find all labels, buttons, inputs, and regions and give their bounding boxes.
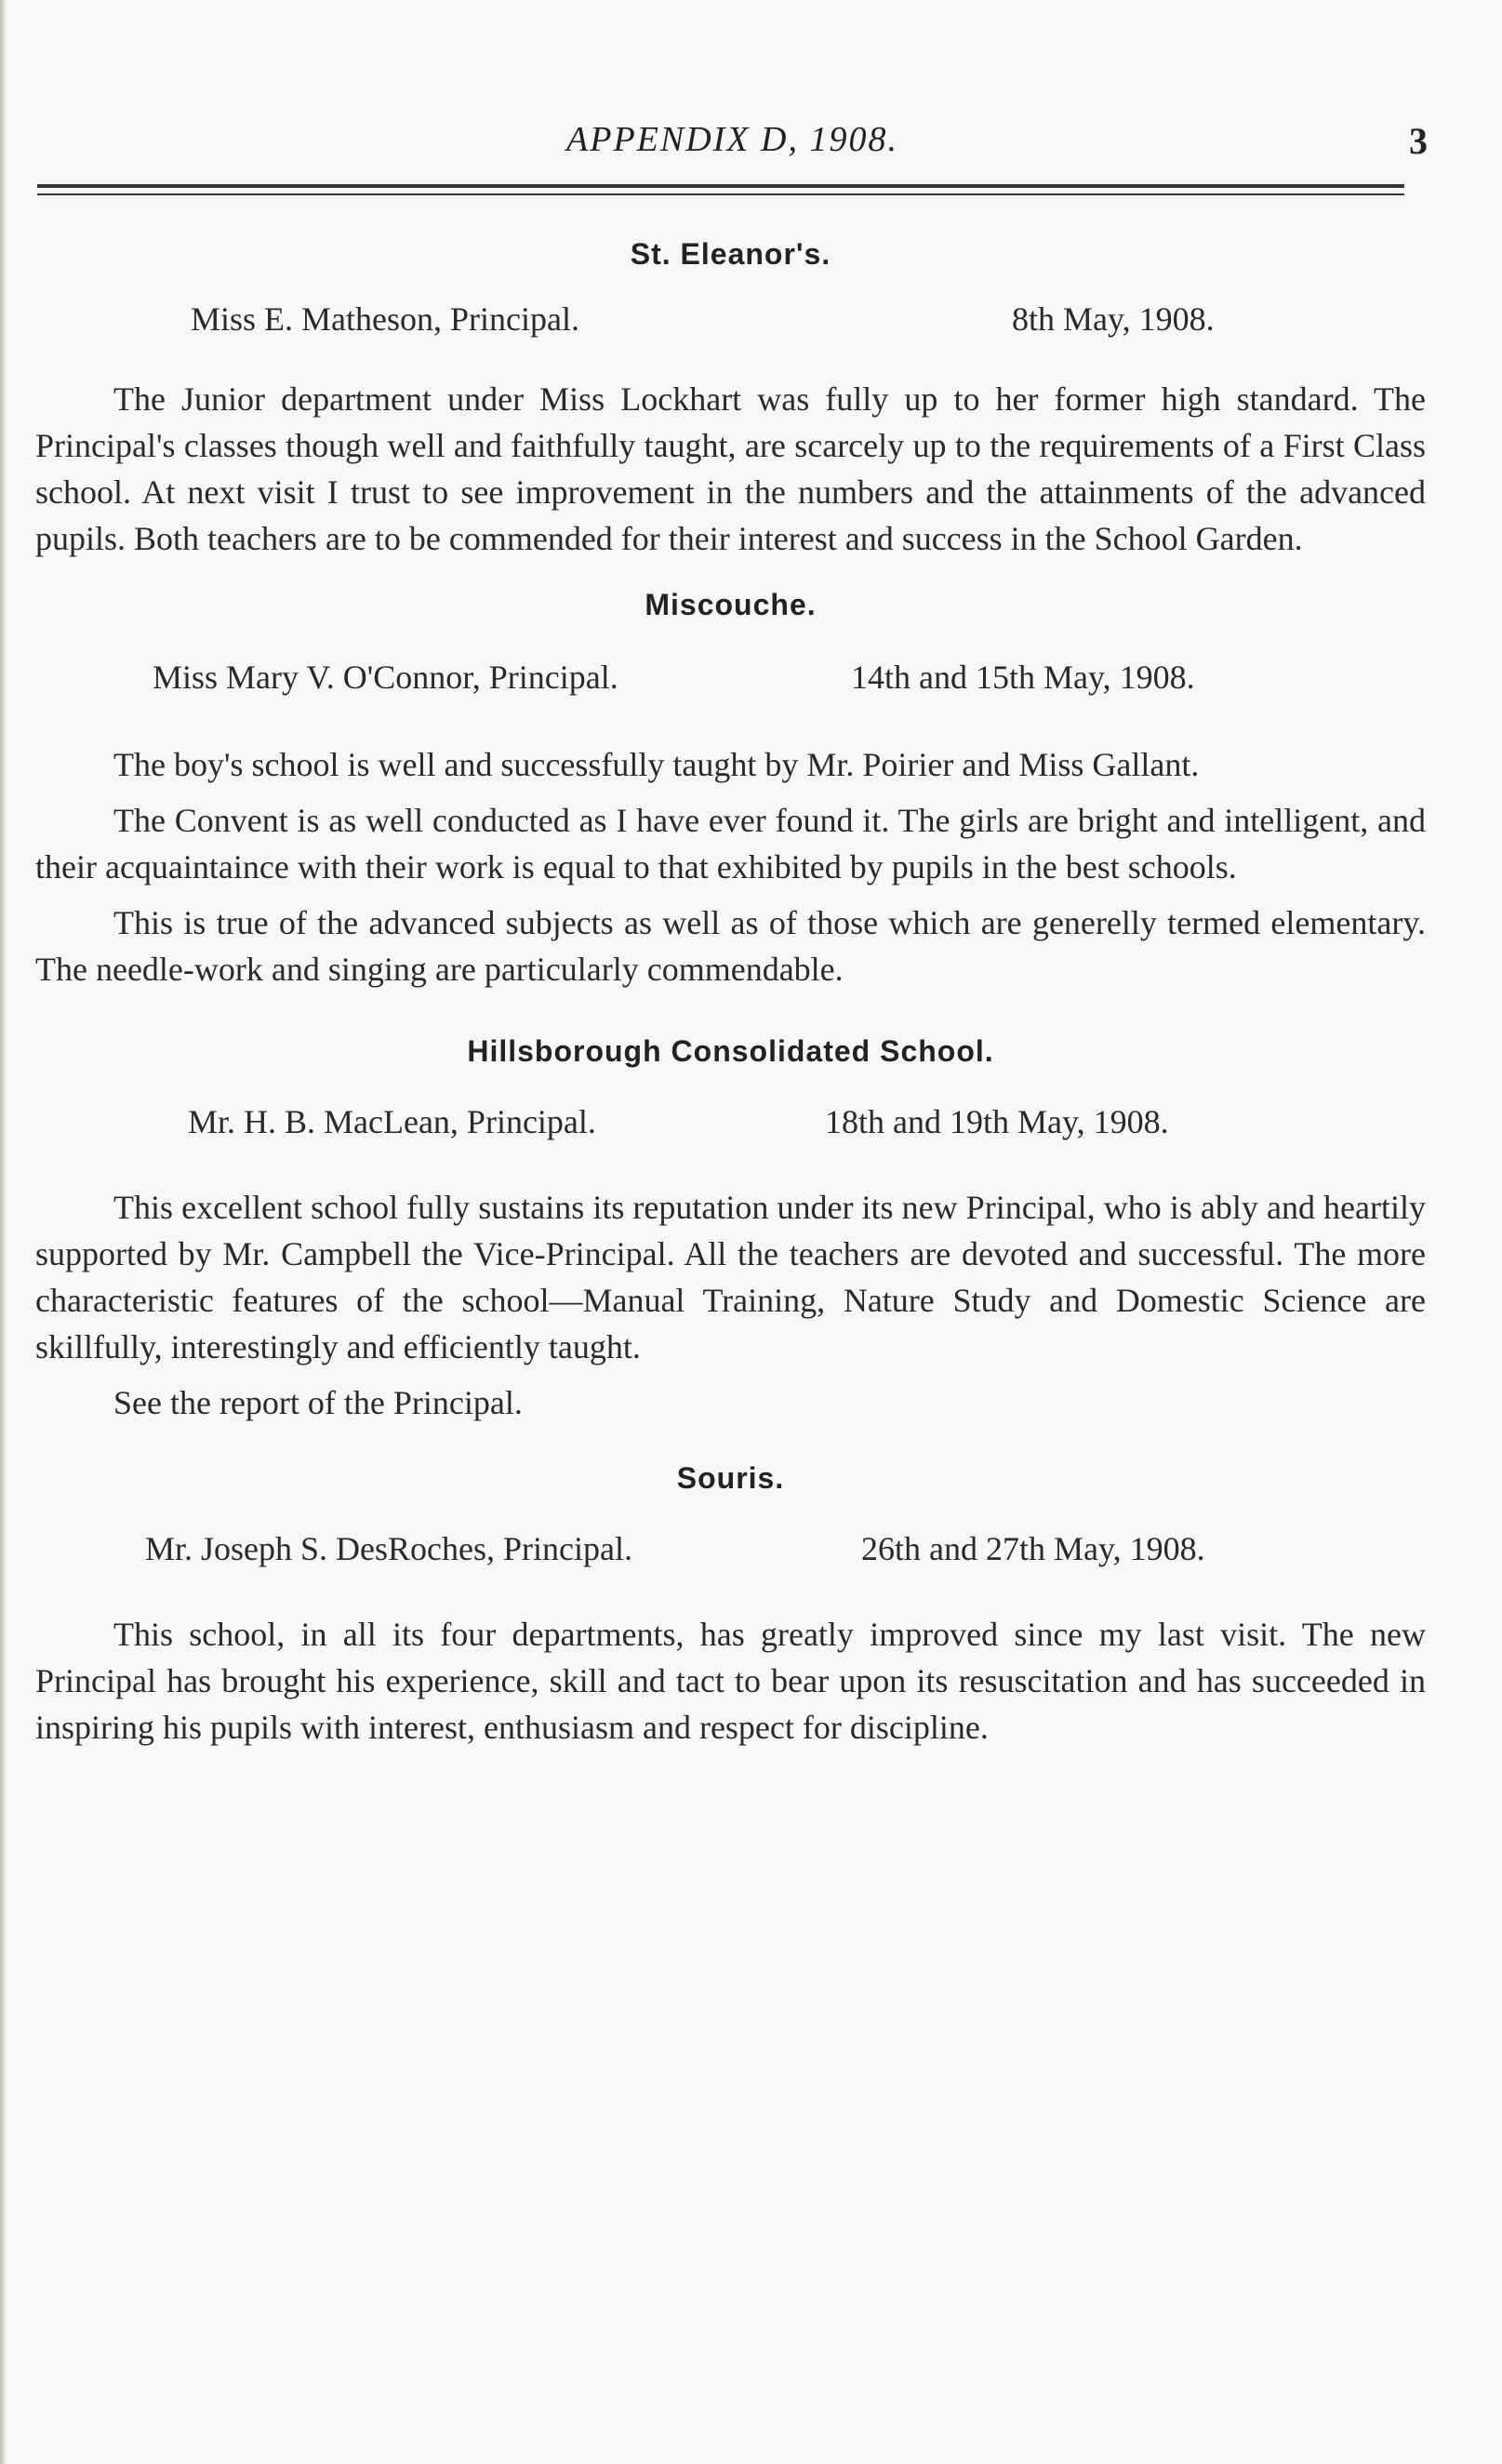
page-edge-shadow: [0, 0, 6, 2464]
section-paragraph: This is true of the advanced subjects as well as of those which are generelly termed elementary. The needle-work and singing are particularly commendable.: [35, 904, 1426, 988]
section-souris: [35, 1461, 1426, 1751]
principal-name: Miss Mary V. O'Connor, Principal.: [153, 659, 618, 696]
section-byline: [35, 300, 1426, 348]
principal-name: Mr. Joseph S. DesRoches, Principal.: [145, 1530, 632, 1567]
visit-date: 8th May, 1908.: [1012, 300, 1215, 338]
section-byline: [35, 658, 1426, 706]
section-paragraph: This school, in all its four departments, has greatly improved since my last visit. The new Principal has brought his experience, skill and tact to bear upon its resuscitation and has succeeded in inspiring his pupils with interest, enthusiasm and respect for discipline.: [35, 1616, 1426, 1746]
section-miscouche: [35, 588, 1426, 992]
section-st-eleanors: [35, 237, 1426, 562]
visit-date: 26th and 27th May, 1908.: [861, 1530, 1205, 1567]
section-heading: Miscouche.: [645, 588, 817, 621]
section-paragraph: The boy's school is well and successfully taught by Mr. Poirier and Miss Gallant.: [113, 746, 1200, 783]
header-rule-thin: [37, 193, 1404, 195]
page-header: [37, 119, 1428, 175]
section-heading: Hillsborough Consolidated School.: [467, 1034, 994, 1068]
section-paragraph: The Convent is as well conducted as I have ever found it. The girls are bright and intelligent, and their acquaintaince with their work is equal to that exhibited by pupils in the best schools.: [35, 802, 1426, 886]
section-heading: St. Eleanor's.: [630, 237, 831, 271]
section-heading: Souris.: [676, 1461, 785, 1495]
visit-date: 14th and 15th May, 1908.: [851, 659, 1195, 696]
section-byline: [35, 1102, 1426, 1151]
page-number: 3: [1409, 120, 1428, 162]
visit-date: 18th and 19th May, 1908.: [825, 1103, 1169, 1140]
header-rule-thick: [37, 184, 1404, 188]
principal-name: Mr. H. B. MacLean, Principal.: [188, 1103, 596, 1140]
section-hillsborough: [35, 1034, 1426, 1426]
page-body: [35, 237, 1426, 1751]
section-paragraph: This excellent school fully sustains its reputation under its new Principal, who is ably and heartily supported by Mr. Campbell the Vice-Principal. All the teachers are devoted and successful. The more characteristic features of the school—Manual Training, Nature Study and Domestic Science are skillfully, interestingly and efficiently taught.: [35, 1189, 1426, 1365]
section-paragraph: The Junior department under Miss Lockhart was fully up to her former high standard. The Principal's classes though well and faithfully taught, are scarcely up to the requirements of a First Class school. At next visit I trust to see improvement in the numbers and the attainments of the advanced pupils. Both teachers are to be commended for their interest and success in the School Garden.: [35, 380, 1426, 557]
principal-name: Miss E. Matheson, Principal.: [191, 300, 579, 338]
section-byline: [35, 1529, 1426, 1578]
running-head: APPENDIX D, 1908.: [566, 120, 898, 159]
section-paragraph: See the report of the Principal.: [113, 1384, 523, 1421]
